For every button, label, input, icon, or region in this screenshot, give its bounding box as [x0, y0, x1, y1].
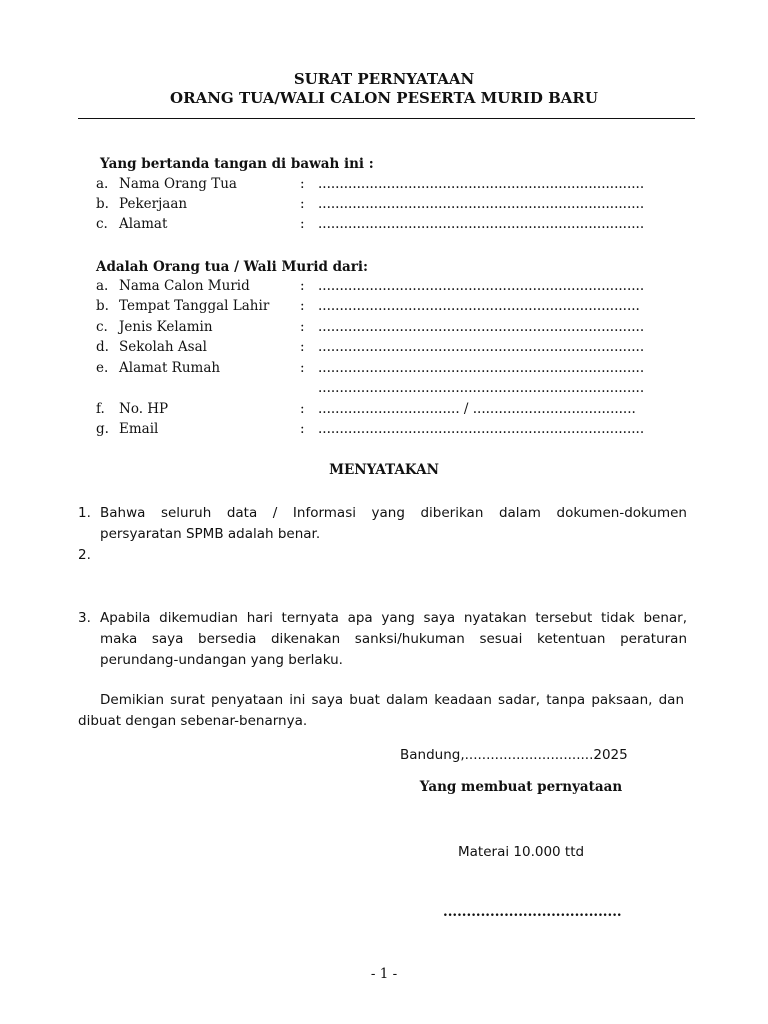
item-text-line: persyaratan SPMB adalah benar. — [100, 526, 321, 542]
form-row — [96, 401, 696, 421]
field-value: ........................................................................... — [318, 298, 640, 314]
form-row — [96, 380, 696, 400]
form-row — [96, 196, 696, 216]
row-letter: a. — [96, 176, 109, 192]
row-letter: a. — [96, 278, 109, 294]
section1-heading: Yang bertanda tangan di bawah ini : — [100, 156, 374, 172]
field-colon: : — [300, 298, 305, 314]
declaration-item-2 — [0, 545, 768, 566]
document-title: SURAT PERNYATAAN — [293, 70, 475, 88]
declaration-heading: MENYATAKAN — [329, 462, 439, 478]
field-colon: : — [300, 278, 305, 294]
row-letter: f. — [96, 401, 105, 417]
item-text-line: Bahwa seluruh data / Informasi yang diberikan dalam dokumen-dokumen — [100, 505, 687, 521]
form-row — [96, 278, 696, 298]
signature-name-line: ...................................... — [443, 904, 622, 920]
field-value: ............................................................................ — [318, 319, 645, 335]
field-value: ............................................................................ — [318, 278, 645, 294]
declaration-item-1 — [0, 503, 768, 545]
closing-line-2: dibuat dengan sebenar-benarnya. — [78, 713, 308, 729]
field-label: Sekolah Asal — [119, 339, 207, 355]
item-text-line: maka saya bersedia dikenakan sanksi/hukuman sesuai ketentuan peraturan — [100, 631, 687, 647]
row-letter: b. — [96, 196, 109, 212]
field-value: ............................................................................ — [318, 196, 645, 212]
field-colon: : — [300, 196, 305, 212]
form-row — [96, 360, 696, 380]
field-label: Alamat Rumah — [119, 360, 221, 376]
row-letter: c. — [96, 216, 108, 232]
field-colon: : — [300, 216, 305, 232]
field-value: ................................. / ...................................... — [318, 401, 636, 417]
form-row — [96, 216, 696, 236]
header-divider — [78, 118, 695, 119]
field-colon: : — [300, 176, 305, 192]
closing-line-1: Demikian surat penyataan ini saya buat dalam keadaan sadar, tanpa paksaan, dan — [100, 692, 684, 708]
field-colon: : — [300, 339, 305, 355]
field-label: Tempat Tanggal Lahir — [119, 298, 270, 314]
field-label: Jenis Kelamin — [119, 319, 213, 335]
field-value: ............................................................................ — [318, 360, 645, 376]
field-colon: : — [300, 319, 305, 335]
place-date: Bandung,..............................2025 — [400, 747, 628, 763]
row-letter: g. — [96, 421, 109, 437]
declaration-item-3 — [0, 608, 768, 671]
statement-maker: Yang membuat pernyataan — [419, 779, 623, 795]
item-number: 3. — [78, 610, 91, 626]
row-letter: b. — [96, 298, 109, 314]
row-letter: d. — [96, 339, 109, 355]
field-value: ............................................................................ — [318, 176, 645, 192]
field-colon: : — [300, 360, 305, 376]
item-number: 2. — [78, 547, 91, 563]
field-value: ............................................................................ — [318, 421, 645, 437]
field-label: Email — [119, 421, 159, 437]
field-value: ............................................................................ — [318, 380, 645, 396]
form-row — [96, 339, 696, 359]
field-label: Nama Calon Murid — [119, 278, 250, 294]
field-label: No. HP — [119, 401, 169, 417]
item-number: 1. — [78, 505, 91, 521]
item-text-line: perundang-undangan yang berlaku. — [100, 652, 343, 668]
form-row — [96, 421, 696, 441]
field-label: Pekerjaan — [119, 196, 188, 212]
form-row — [96, 176, 696, 196]
stamp-note: Materai 10.000 ttd — [458, 844, 585, 860]
item-text-line: Apabila dikemudian hari ternyata apa yang saya nyatakan tersebut tidak benar, — [100, 610, 687, 626]
field-colon: : — [300, 421, 305, 437]
row-letter: c. — [96, 319, 108, 335]
field-value: ............................................................................ — [318, 216, 645, 232]
form-row — [96, 319, 696, 339]
field-label: Alamat — [119, 216, 168, 232]
row-letter: e. — [96, 360, 109, 376]
section2-heading: Adalah Orang tua / Wali Murid dari: — [96, 259, 368, 275]
form-row — [96, 298, 696, 318]
field-label: Nama Orang Tua — [119, 176, 237, 192]
field-value: ............................................................................ — [318, 339, 645, 355]
document-subtitle: ORANG TUA/WALI CALON PESERTA MURID BARU — [170, 89, 598, 107]
page-number: - 1 - — [370, 966, 398, 982]
field-colon: : — [300, 401, 305, 417]
